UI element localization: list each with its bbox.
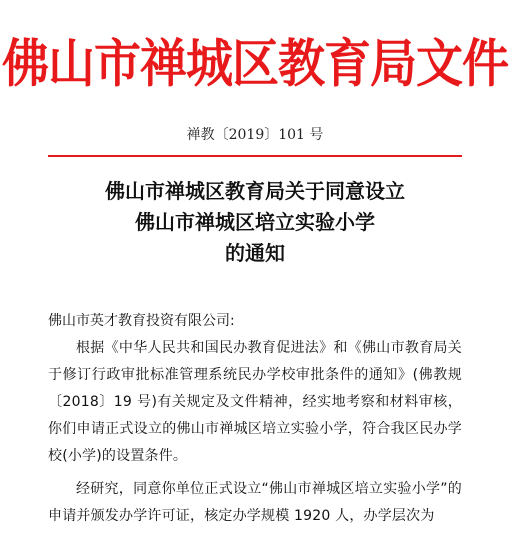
notice-body [48, 308, 462, 536]
notice-title-line-3: 的通知 [225, 241, 285, 265]
notice-title-line-1: 佛山市禅城区教育局关于同意设立 [105, 179, 405, 203]
paragraph-2: 经研究，同意你单位正式设立“佛山市禅城区培立实验小学”的申请并颁发办学许可证，核定办学规模 1920 人，办学层次为 [48, 481, 462, 524]
notice-title [0, 176, 510, 269]
notice-title-line-2: 佛山市禅城区培立实验小学 [135, 210, 375, 234]
red-divider-line [48, 155, 462, 157]
addressee: 佛山市英才教育投资有限公司: [48, 313, 235, 329]
document-number: 禅教〔2019〕101 号 [186, 127, 324, 143]
paragraph-1: 根据《中华人民共和国民办教育促进法》和《佛山市教育局关于修订行政审批标准管理系统民办学校审批条件的通知》(佛教规〔2018〕19 号)有关规定及文件精神，经实地考察和材料审核，你们申请正式设立的佛山市禅城区培立实验小学，符合我区民办学校(小学)的设置条件。 [48, 340, 462, 464]
masthead-title: 佛山市禅城区教育局文件 [2, 34, 508, 95]
